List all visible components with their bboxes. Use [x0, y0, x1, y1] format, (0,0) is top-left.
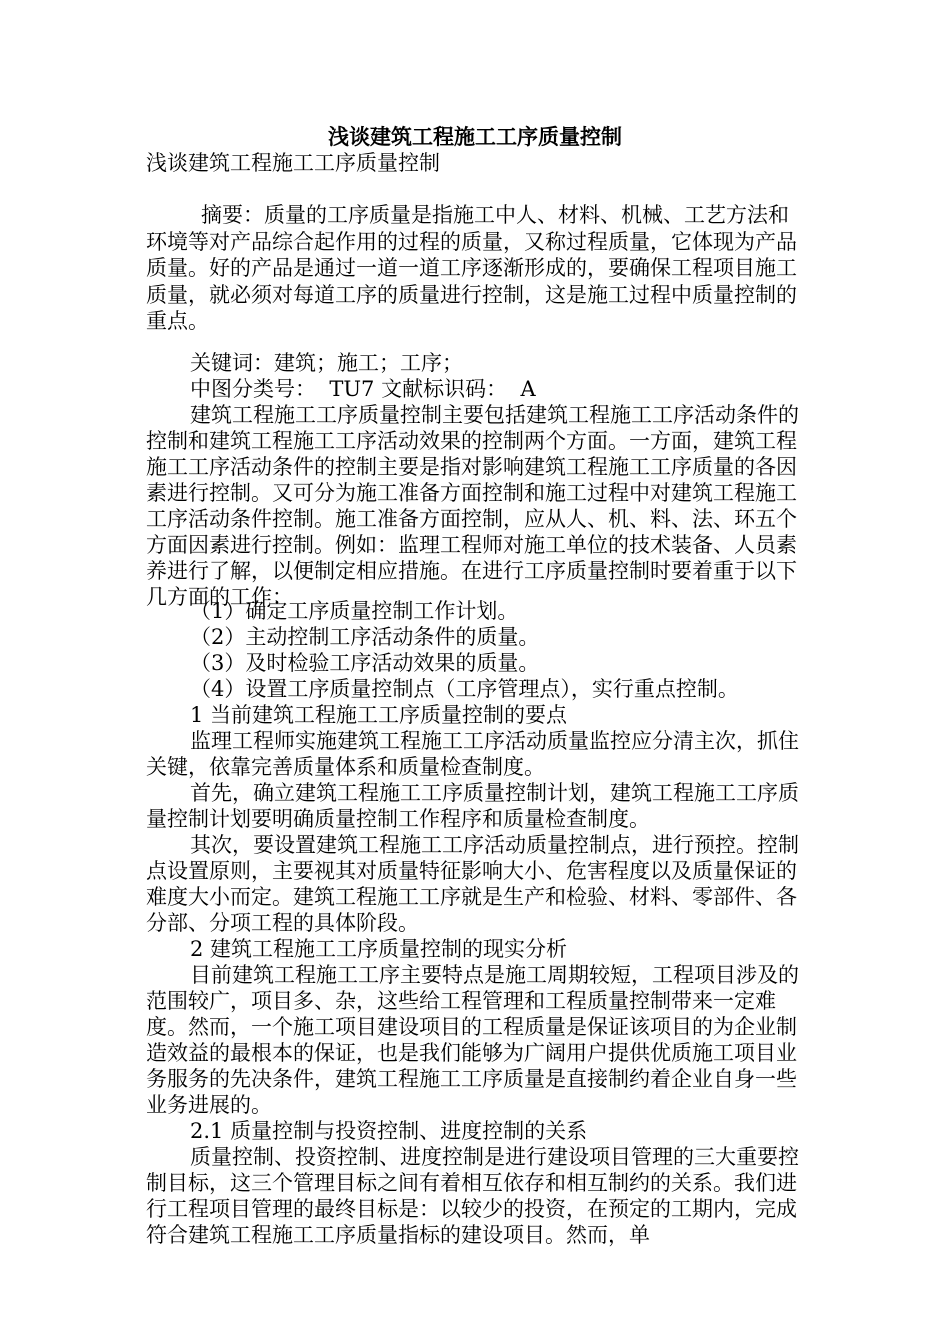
keywords-line: 关键词：建筑；施工；工序；: [190, 351, 463, 375]
abstract-paragraph: 摘要：质量的工序质量是指施工中人、材料、机械、工艺方法和环境等对产品综合起作用的过程的质量，又称过程质量，它体现为产品质量。好的产品是通过一道一道工序逐渐形成的，要确保工程项目施工质量，就必须对每道工序的质量进行控制，这是施工过程中质量控制的重点。: [146, 203, 797, 333]
section-heading-2-1: 2.1 质量控制与投资控制、进度控制的关系: [190, 1119, 588, 1143]
classification-line: 中图分类号： TU7 文献标识码： A: [190, 377, 536, 401]
body-paragraph: 首先，确立建筑工程施工工序质量控制计划，建筑工程施工工序质量控制计划要明确质量控制工作程序和质量检查制度。: [146, 781, 799, 831]
list-item: （2）主动控制工序活动条件的质量。: [190, 625, 540, 649]
body-paragraph: 监理工程师实施建筑工程施工工序活动质量监控应分清主次，抓住关键，依靠完善质量体系和质量检查制度。: [146, 729, 799, 779]
section-heading-2: 2 建筑工程施工工序质量控制的现实分析: [190, 937, 568, 961]
body-paragraph: 其次，要设置建筑工程施工工序活动质量控制点，进行预控。控制点设置原则，主要视其对质量特征影响大小、危害程度以及质量保证的难度大小而定。建筑工程施工工序就是生产和检验、材料、零部件、各分部、分项工程的具体阶段。: [146, 833, 799, 935]
list-item: （1）确定工序质量控制工作计划。: [190, 599, 519, 623]
body-paragraph: 目前建筑工程施工工序主要特点是施工周期较短，工程项目涉及的范围较广，项目多、杂，这些给工程管理和工程质量控制带来一定难度。然而，一个施工项目建设项目的工程质量是保证该项目的为企业制造效益的最根本的保证，也是我们能够为广阔用户提供优质施工项目业务服务的先决条件，建筑工程施工工序质量是直接制约着企业自身一些业务进展的。: [146, 963, 799, 1117]
list-item: （4）设置工序质量控制点（工序管理点），实行重点控制。: [190, 677, 739, 701]
intro-paragraph: 建筑工程施工工序质量控制主要包括建筑工程施工工序活动条件的控制和建筑工程施工工序活动效果的控制两个方面。一方面，建筑工程施工工序活动条件的控制主要是指对影响建筑工程施工工序质量的各因素进行控制。又可分为施工准备方面控制和施工过程中对建筑工程施工工序活动条件控制。施工准备方面控制，应从人、机、料、法、环五个方面因素进行控制。例如：监理工程师对施工单位的技术装备、人员素养进行了解，以便制定相应措施。在进行工序质量控制时要着重于以下几方面的工作：: [146, 403, 799, 609]
section-heading-1: 1 当前建筑工程施工工序质量控制的要点: [190, 703, 568, 727]
subtitle-line: 浅谈建筑工程施工工序质量控制: [146, 151, 440, 175]
list-item: （3）及时检验工序活动效果的质量。: [190, 651, 540, 675]
body-paragraph: 质量控制、投资控制、进度控制是进行建设项目管理的三大重要控制目标，这三个管理目标之间有着相互依存和相互制约的关系。我们进行工程项目管理的最终目标是：以较少的投资，在预定的工期内，完成符合建筑工程施工工序质量指标的建设项目。然而，单: [146, 1145, 799, 1247]
document-title: 浅谈建筑工程施工工序质量控制: [328, 124, 622, 149]
